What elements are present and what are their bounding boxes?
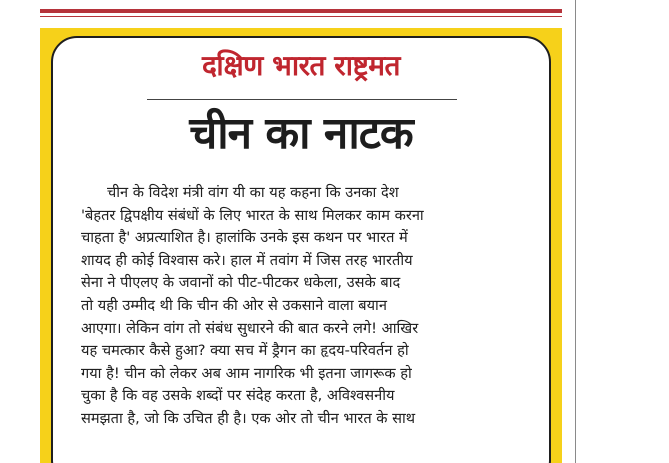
- body-line: चाहता है' अप्रत्याशित है। हालांकि उनके इस कथन पर भारत में: [81, 229, 408, 247]
- masthead: दक्षिण भारत राष्ट्रमत: [201, 49, 401, 82]
- masthead-underline: [147, 99, 457, 100]
- body-line: तो यही उम्मीद थी कि चीन की ओर से उकसाने वाला बयान: [81, 296, 387, 314]
- body-line: सेना ने पीएलए के जवानों को पीट-पीटकर धकेला, उसके बाद: [81, 274, 401, 292]
- top-rule-thin: [40, 16, 562, 17]
- headline: चीन का नाटक: [189, 108, 413, 159]
- body-line: समझता है, जो कि उचित ही है। एक ओर तो चीन भारत के साथ: [81, 409, 416, 427]
- editorial-card: [51, 36, 551, 463]
- body-line: 'बेहतर द्विपक्षीय संबंधों के लिए भारत के साथ मिलकर काम करना: [81, 206, 424, 224]
- body-line: चीन के विदेश मंत्री वांग यी का यह कहना कि उनका देश: [107, 184, 399, 201]
- article-body: [81, 182, 527, 431]
- body-line: चुका है कि वह उसके शब्दों पर संदेह करता है, अविश्वसनीय: [81, 387, 395, 405]
- body-line: यह चमत्कार कैसे हुआ? क्या सच में ड्रैगन का हृदय-परिवर्तन हो: [81, 342, 409, 360]
- column-divider: [575, 0, 576, 463]
- body-line: आएगा। लेकिन वांग तो संबंध सुधारने की बात करने लगे! आखिर: [81, 319, 419, 337]
- top-rule: [40, 9, 562, 13]
- body-line: गया है! चीन को लेकर अब आम नागरिक भी इतना जागरूक हो: [81, 364, 412, 382]
- body-line: शायद ही कोई विश्वास करे। हाल में तवांग में जिस तरह भारतीय: [81, 251, 413, 269]
